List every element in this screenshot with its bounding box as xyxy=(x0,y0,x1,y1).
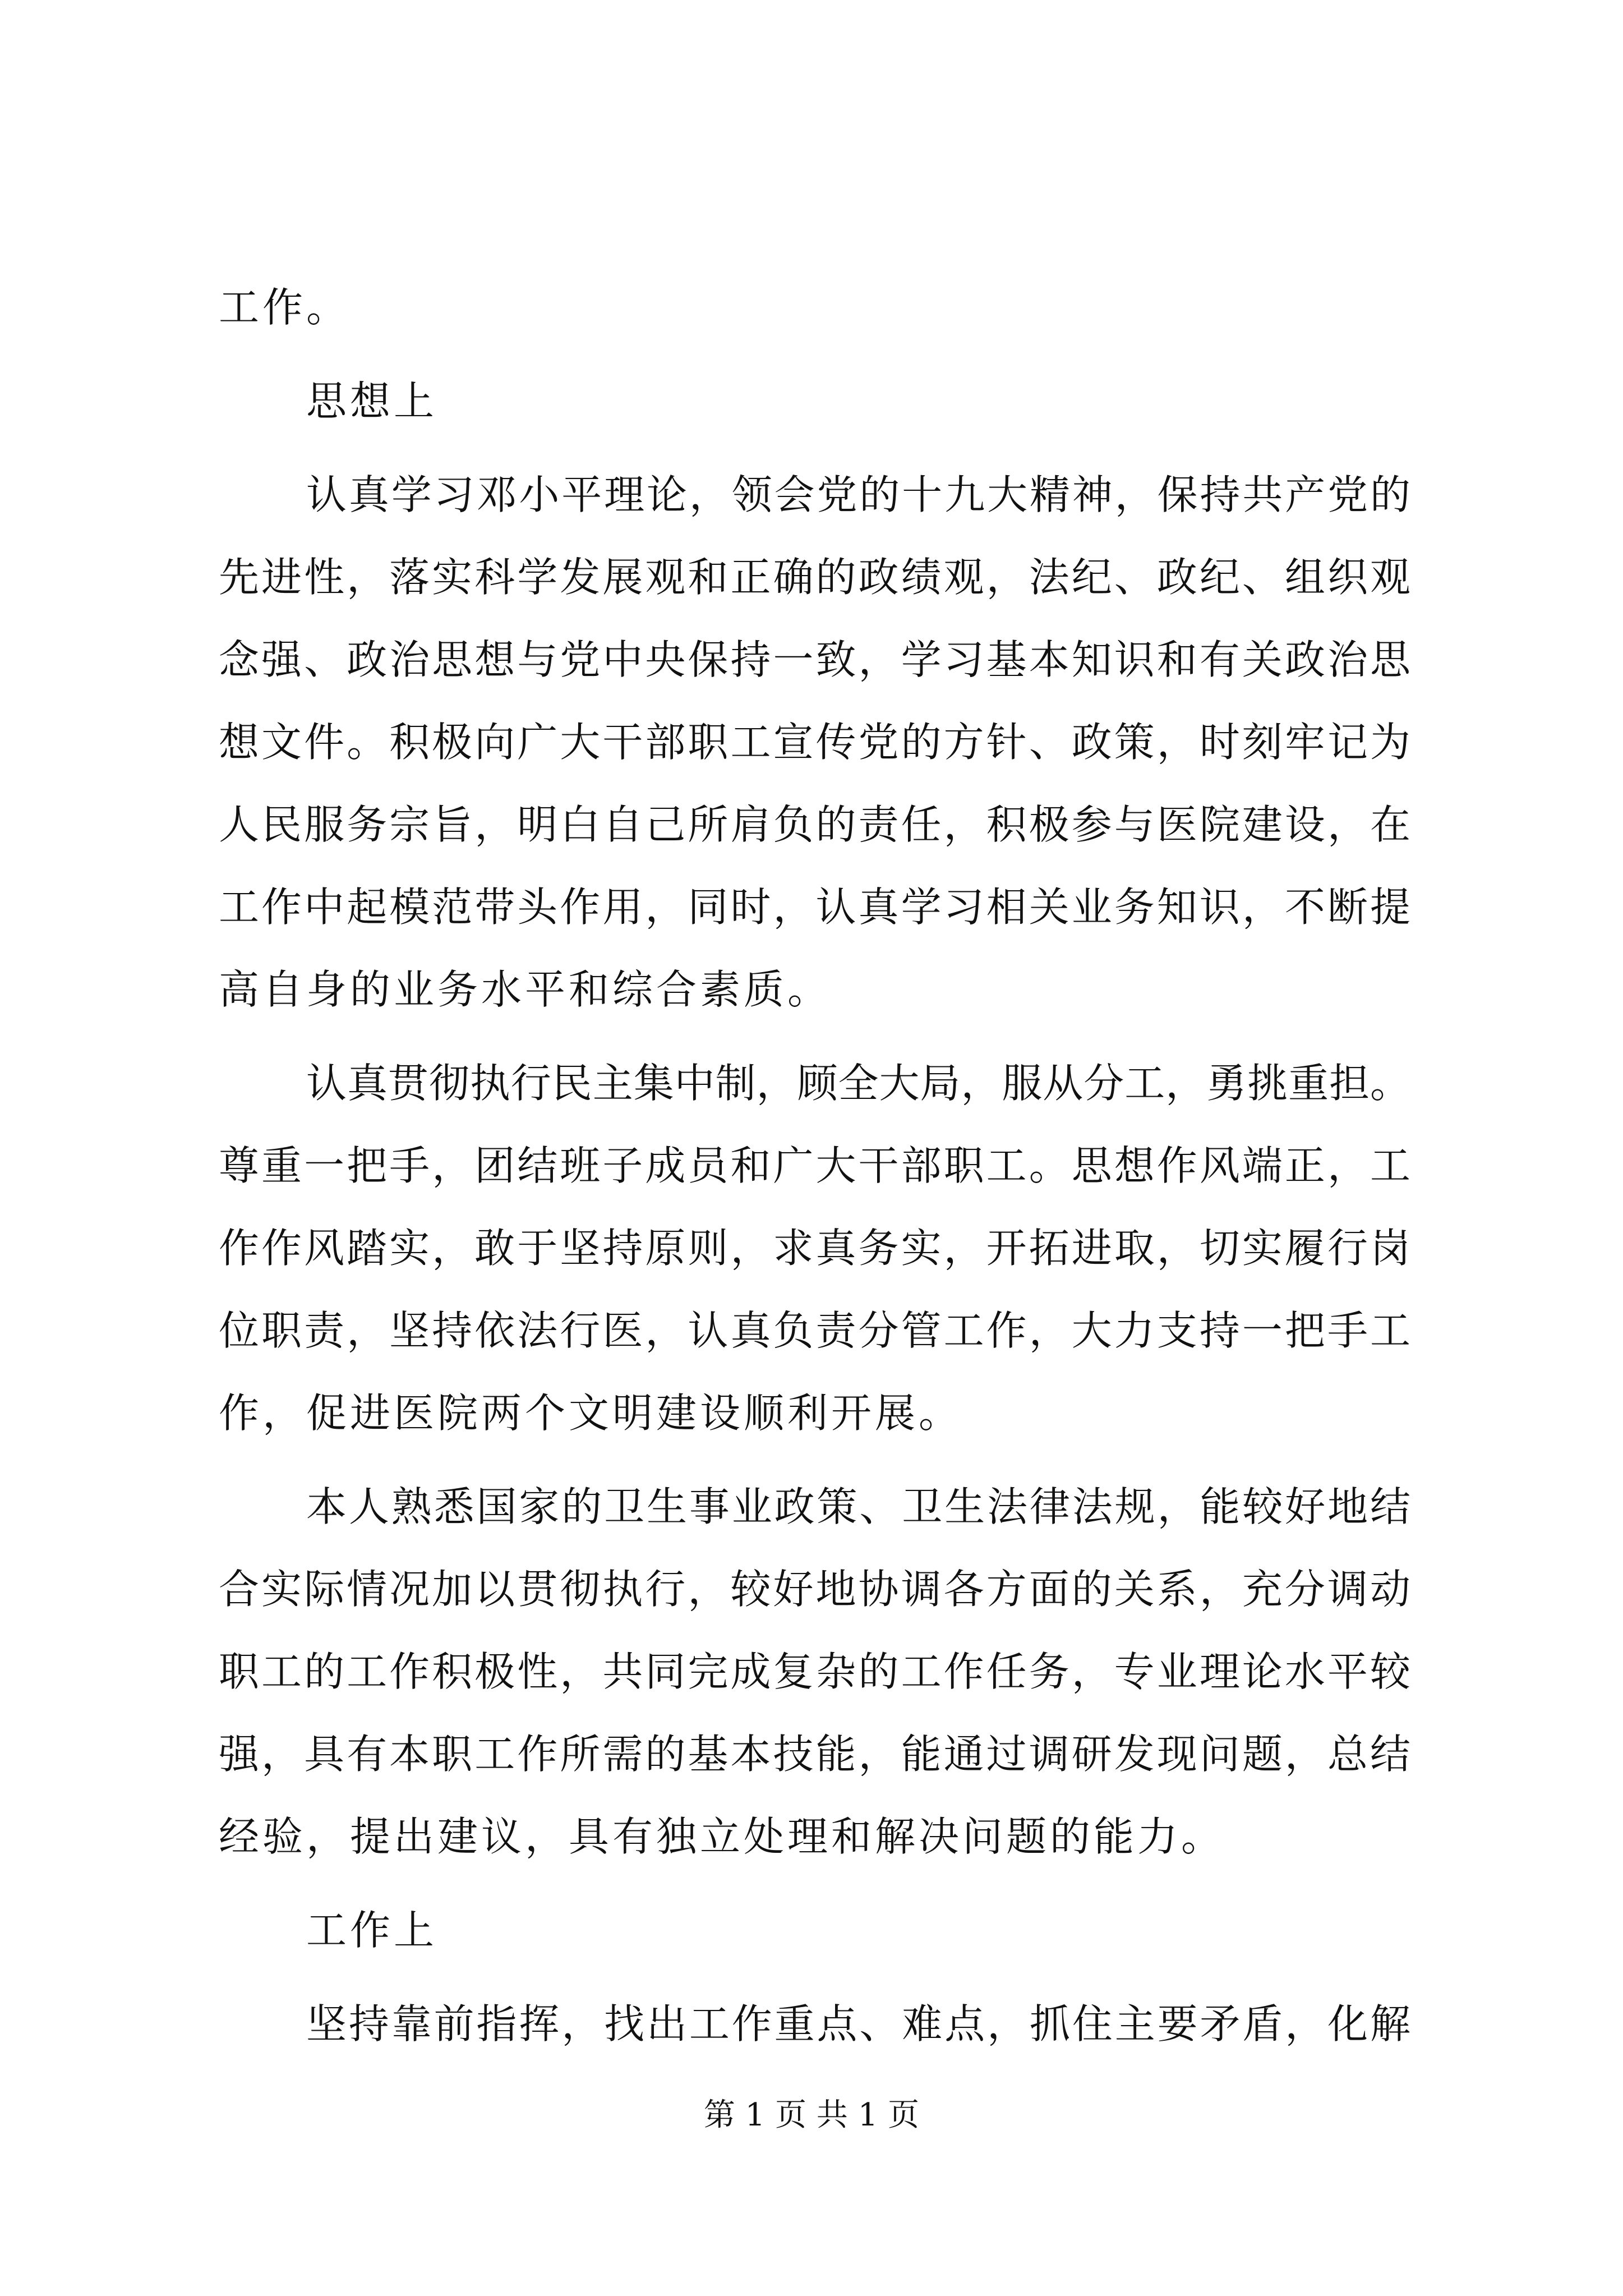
text-line: 想文件。积极向广大干部职工宣传党的方针、政策，时刻牢记为 xyxy=(219,719,1410,766)
text-line: 尊重一把手，团结班子成员和广大干部职工。思想作风端正，工 xyxy=(219,1142,1410,1189)
text-line: 人民服务宗旨，明白自己所肩负的责任，积极参与医院建设，在 xyxy=(219,801,1410,848)
text-line: 职工的工作积极性，共同完成复杂的工作任务，专业理论水平较 xyxy=(219,1648,1410,1695)
text-line: 工作中起模范带头作用，同时，认真学习相关业务知识，不断提 xyxy=(219,884,1410,931)
section-heading-thought: 思想上 xyxy=(306,378,438,425)
text-line: 先进性，落实科学发展观和正确的政绩观，法纪、政纪、组织观 xyxy=(219,554,1410,601)
page-number-footer: 第 1 页 共 1 页 xyxy=(703,2097,920,2133)
text-line: 认真贯彻执行民主集中制，顾全大局，服从分工，勇挑重担。 xyxy=(306,1060,1410,1107)
text-line: 念强、政治思想与党中央保持一致，学习基本知识和有关政治思 xyxy=(219,636,1410,683)
text-line: 本人熟悉国家的卫生事业政策、卫生法律法规，能较好地结 xyxy=(306,1483,1410,1530)
text-line: 作作风踏实，敢于坚持原则，求真务实，开拓进取，切实履行岗 xyxy=(219,1225,1410,1272)
text-line: 坚持靠前指挥，找出工作重点、难点，抓住主要矛盾，化解 xyxy=(306,2000,1410,2047)
text-line: 位职责，坚持依法行医，认真负责分管工作，大力支持一把手工 xyxy=(219,1307,1410,1354)
section-heading-work: 工作上 xyxy=(306,1907,438,1954)
text-line: 经验，提出建议，具有独立处理和解决问题的能力。 xyxy=(219,1813,1225,1860)
text-line: 高自身的业务水平和综合素质。 xyxy=(219,966,832,1013)
text-line: 工作。 xyxy=(219,284,351,331)
text-line: 强，具有本职工作所需的基本技能，能通过调研发现问题，总结 xyxy=(219,1731,1410,1778)
text-line: 作，促进医院两个文明建设顺利开展。 xyxy=(219,1389,963,1437)
text-line: 认真学习邓小平理论，领会党的十九大精神，保持共产党的 xyxy=(306,471,1410,518)
text-line: 合实际情况加以贯彻执行，较好地协调各方面的关系，充分调动 xyxy=(219,1566,1410,1613)
